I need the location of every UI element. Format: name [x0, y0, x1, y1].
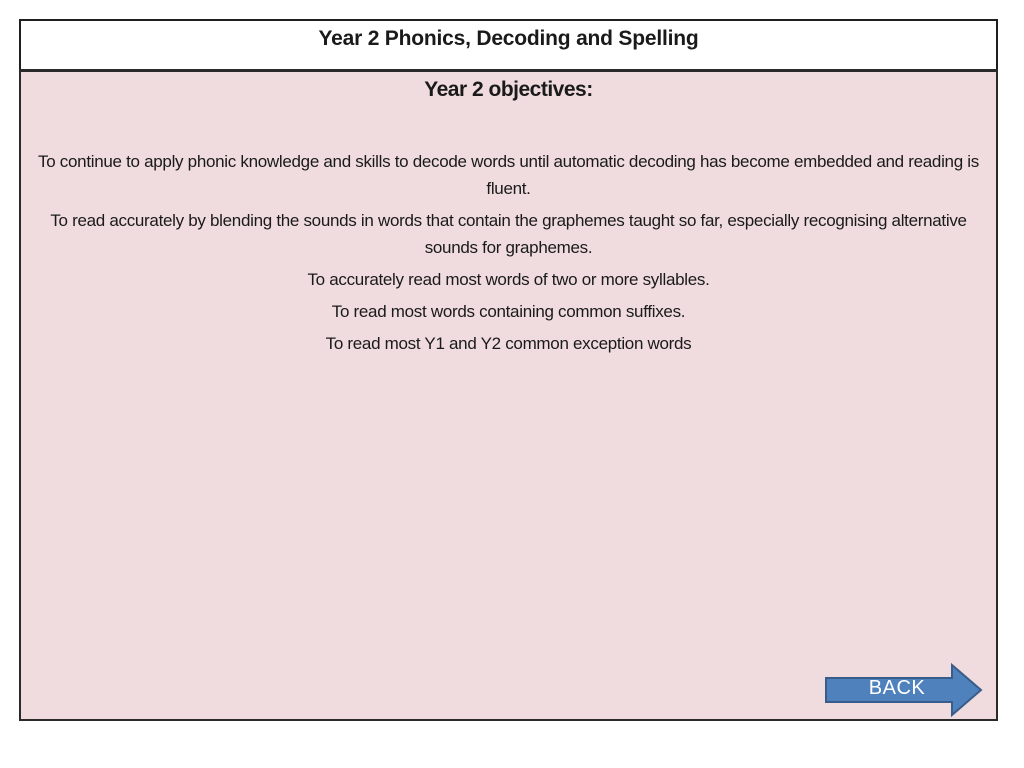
objectives-heading: Year 2 objectives: — [424, 78, 593, 101]
objective-item: To accurately read most words of two or more syllables. — [307, 270, 710, 289]
title-box — [19, 19, 998, 71]
objective-item: To read most Y1 and Y2 common exception words — [325, 334, 692, 353]
back-button[interactable] — [824, 663, 984, 717]
objective-item: To continue to apply phonic knowledge and skills to decode words until automatic decoding has become embedded and reading is fluent. — [38, 152, 979, 198]
objective-item: To read accurately by blending the sounds in words that contain the graphemes taught so far, especially recognising alternative sounds for graphemes. — [50, 211, 967, 257]
back-label: BACK — [868, 677, 926, 699]
content-panel — [19, 69, 998, 721]
objectives-list — [29, 148, 988, 362]
objective-item: To read most words containing common suffixes. — [331, 302, 686, 321]
page-title: Year 2 Phonics, Decoding and Spelling — [318, 27, 699, 50]
